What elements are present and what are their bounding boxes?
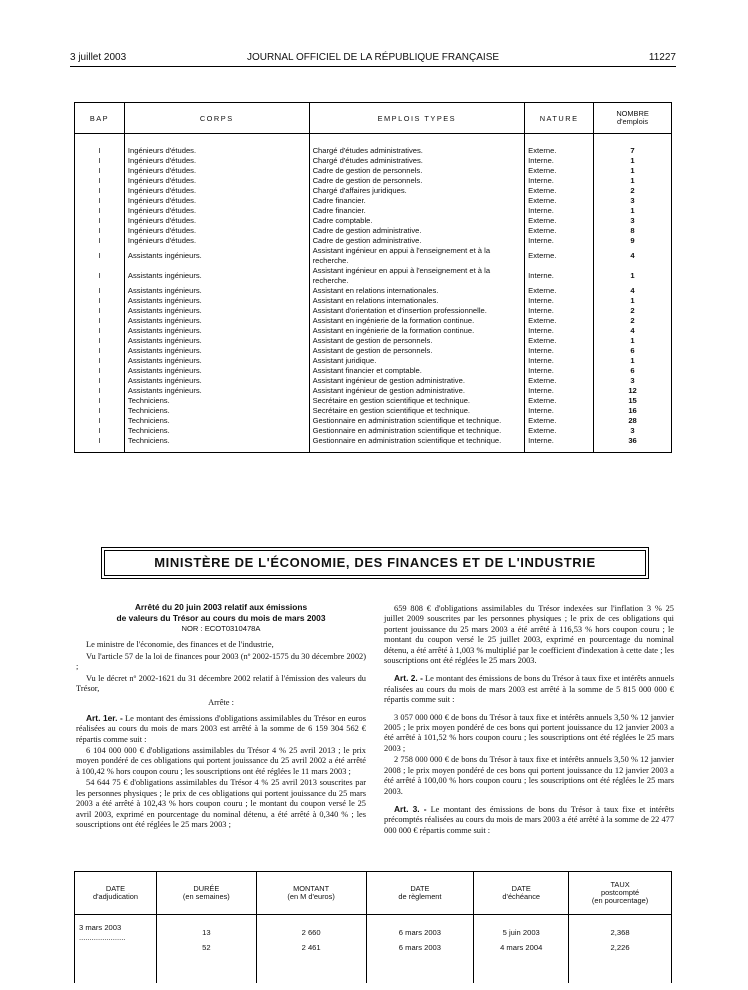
corps-cell: Assistants ingénieurs. (124, 246, 309, 266)
bap-cell: I (75, 246, 125, 266)
nor-reference: NOR : ECOT0310478A (181, 624, 261, 633)
bap-cell: I (75, 216, 125, 226)
nature-cell: Interne. (525, 306, 594, 316)
emploi-cell: Assistant en ingénierie de la formation continue. (309, 326, 525, 336)
emplois-header-row (75, 103, 672, 134)
nature-cell: Externe. (525, 396, 594, 406)
nombre-cell: 2 (594, 186, 672, 196)
nature-cell: Interne. (525, 326, 594, 336)
corps-cell: Techniciens. (124, 426, 309, 436)
emploi-cell: Assistant de gestion de personnels. (309, 336, 525, 346)
table-row (75, 146, 672, 156)
emploi-cell: Cadre de gestion administrative. (309, 226, 525, 236)
corps-cell: Ingénieurs d'études. (124, 156, 309, 166)
nombre-cell: 3 (594, 216, 672, 226)
table-row (75, 943, 672, 953)
bap-cell: I (75, 206, 125, 216)
header-rule (70, 66, 676, 67)
header-date: 3 juillet 2003 (70, 52, 127, 63)
btf-montant-cell: 2 660 (256, 915, 366, 944)
emploi-cell: Assistant juridique. (309, 356, 525, 366)
table-row (75, 206, 672, 216)
table-row (75, 346, 672, 356)
btf-header-date-adjudication: DATE d'adjudication (75, 872, 157, 915)
emploi-cell: Cadre financier. (309, 196, 525, 206)
btf-taux-cell: 2,226 (569, 943, 672, 953)
bap-cell: I (75, 176, 125, 186)
btf-reglement-cell: 6 mars 2003 (366, 915, 474, 944)
emploi-cell: Chargé d'études administratives. (309, 156, 525, 166)
corps-cell: Assistants ingénieurs. (124, 296, 309, 306)
nature-cell: Externe. (525, 186, 594, 196)
btf-taux-cell: 2,368 (569, 915, 672, 944)
bap-cell: I (75, 306, 125, 316)
article-1-item: 6 104 000 000 € d'obligations assimilables du Trésor 4 % 25 avril 2013 ; le prix moyen pondéré de ces obligations qui portent jouissance du 25 avril 2002 a été arrêté à 100,42 % hors coupon couru ; les souscriptions ont été réglées le 11 mars 2003 ; (76, 746, 366, 776)
corps-cell: Ingénieurs d'études. (124, 176, 309, 186)
nature-cell: Interne. (525, 366, 594, 376)
nombre-cell: 36 (594, 436, 672, 446)
emploi-cell: Gestionnaire en administration scientifique et technique. (309, 426, 525, 436)
emploi-cell: Chargé d'études administratives. (309, 146, 525, 156)
nature-cell: Externe. (525, 316, 594, 326)
nature-cell: Interne. (525, 406, 594, 416)
nombre-cell: 16 (594, 406, 672, 416)
nature-cell: Externe. (525, 146, 594, 156)
nombre-cell: 1 (594, 356, 672, 366)
nombre-cell: 1 (594, 156, 672, 166)
spacer-row (75, 953, 672, 983)
nature-cell: Externe. (525, 216, 594, 226)
article-2-label: Art. 2. - (394, 673, 423, 684)
nombre-cell: 4 (594, 286, 672, 296)
btf-date-cell: 3 mars 2003 ...................... (75, 915, 157, 944)
btf-header-taux: TAUX postcompté (en pourcentage) (569, 872, 672, 915)
table-row (75, 406, 672, 416)
nombre-cell: 4 (594, 326, 672, 336)
btf-header-date-reglement: DATE de règlement (366, 872, 474, 915)
bap-cell: I (75, 296, 125, 306)
bap-cell: I (75, 286, 125, 296)
table-row (75, 266, 672, 286)
arrete-word: Arrête : (208, 698, 234, 708)
btf-header-date-echeance: DATE d'échéance (474, 872, 569, 915)
header-corps: CORPS (124, 103, 309, 134)
ministry-banner (104, 550, 646, 576)
nombre-cell: 1 (594, 296, 672, 306)
corps-cell: Ingénieurs d'études. (124, 206, 309, 216)
bap-cell: I (75, 336, 125, 346)
article-1-label: Art. 1er. - (86, 712, 123, 723)
table-row (75, 156, 672, 166)
corps-cell: Ingénieurs d'études. (124, 166, 309, 176)
nature-cell: Externe. (525, 336, 594, 346)
emploi-cell: Assistant financier et comptable. (309, 366, 525, 376)
table-row (75, 426, 672, 436)
bap-cell: I (75, 156, 125, 166)
btf-table (74, 871, 672, 983)
nature-cell: Externe. (525, 416, 594, 426)
nombre-cell: 3 (594, 426, 672, 436)
corps-cell: Assistants ingénieurs. (124, 376, 309, 386)
bap-cell: I (75, 266, 125, 286)
nombre-cell: 28 (594, 416, 672, 426)
bap-cell: I (75, 396, 125, 406)
nature-cell: Interne. (525, 296, 594, 306)
intro-line: Vu le décret nº 2002-1621 du 31 décembre 2002 relatif à l'émission des valeurs du Trésor, (76, 673, 366, 694)
table-row (75, 396, 672, 406)
table-row (75, 416, 672, 426)
table-row (75, 915, 672, 944)
arrete-title-1: Arrêté du 20 juin 2003 relatif aux émissions (134, 602, 308, 612)
bap-cell: I (75, 326, 125, 336)
corps-cell: Assistants ingénieurs. (124, 316, 309, 326)
emploi-cell: Secrétaire en gestion scientifique et technique. (309, 406, 525, 416)
bap-cell: I (75, 236, 125, 246)
nombre-cell: 6 (594, 366, 672, 376)
page-header (70, 52, 676, 66)
btf-header-montant: MONTANT (en M d'euros) (256, 872, 366, 915)
emploi-cell: Assistant ingénieur en appui à l'enseignement et à la recherche. (309, 266, 525, 286)
table-row (75, 366, 672, 376)
emploi-cell: Assistant d'orientation et d'insertion professionnelle. (309, 306, 525, 316)
nature-cell: Interne. (525, 386, 594, 396)
nombre-cell: 1 (594, 266, 672, 286)
nature-cell: Externe. (525, 166, 594, 176)
table-row (75, 326, 672, 336)
btf-duree-cell: 52 (156, 943, 256, 953)
corps-cell: Assistants ingénieurs. (124, 306, 309, 316)
left-column (76, 602, 366, 831)
article-3-label: Art. 3. - (394, 803, 427, 814)
corps-cell: Assistants ingénieurs. (124, 346, 309, 356)
article-1: Art. 1er. - Le montant des émissions d'obligations assimilables du Trésor en euros réalisées au cours du mois de mars 2003 est arrêté à la somme de 6 159 304 562 € répartis comme suit : (76, 712, 366, 744)
table-row (75, 186, 672, 196)
ministry-title: MINISTÈRE DE L'ÉCONOMIE, DES FINANCES ET DE L'INDUSTRIE (154, 555, 596, 570)
intro-line: Le ministre de l'économie, des finances et de l'industrie, (86, 640, 274, 650)
nature-cell: Interne. (525, 206, 594, 216)
emploi-cell: Cadre de gestion administrative. (309, 236, 525, 246)
corps-cell: Assistants ingénieurs. (124, 336, 309, 346)
header-nature: NATURE (525, 103, 594, 134)
intro-line: Vu l'article 57 de la loi de finances pour 2003 (nº 2002-1575 du 30 décembre 2002) ; (76, 651, 366, 672)
nombre-cell: 15 (594, 396, 672, 406)
bap-cell: I (75, 406, 125, 416)
nature-cell: Interne. (525, 236, 594, 246)
header-journal: JOURNAL OFFICIEL DE LA RÉPUBLIQUE FRANÇAISE (246, 52, 500, 63)
bap-cell: I (75, 386, 125, 396)
table-row (75, 176, 672, 186)
emploi-cell: Gestionnaire en administration scientifique et technique. (309, 416, 525, 426)
nombre-cell: 1 (594, 336, 672, 346)
bap-cell: I (75, 366, 125, 376)
nombre-cell: 8 (594, 226, 672, 236)
bap-cell: I (75, 346, 125, 356)
table-row (75, 226, 672, 236)
nature-cell: Interne. (525, 356, 594, 366)
corps-cell: Ingénieurs d'études. (124, 226, 309, 236)
nature-cell: Externe. (525, 246, 594, 266)
corps-cell: Ingénieurs d'études. (124, 146, 309, 156)
nature-cell: Externe. (525, 286, 594, 296)
table-row (75, 376, 672, 386)
article-2-item: 3 057 000 000 € de bons du Trésor à taux fixe et intérêts annuels 3,50 % 12 janvier 2005 ; le prix moyen pondéré de ces bons qui portent jouissance du 12 janvier 2003 a été arrêté à 101,52 % hors coupon couru ; les souscriptions ont été réglées le 25 mars 2003 ; (384, 712, 674, 753)
nature-cell: Interne. (525, 156, 594, 166)
nature-cell: Externe. (525, 426, 594, 436)
emploi-cell: Assistant de gestion de personnels. (309, 346, 525, 356)
nombre-cell: 1 (594, 206, 672, 216)
header-nombre: NOMBRE d'emplois (594, 103, 672, 134)
corps-cell: Ingénieurs d'études. (124, 236, 309, 246)
article-2: Art. 2. - Le montant des émissions de bons du Trésor à taux fixe et intérêts annuels réalisées au cours du mois de mars 2003 est arrêté à la somme de 5 815 000 000 € répartis comme suit : (384, 673, 674, 705)
emploi-cell: Cadre de gestion de personnels. (309, 166, 525, 176)
btf-header-row (75, 872, 672, 915)
emploi-cell: Assistant ingénieur de gestion administrative. (309, 376, 525, 386)
corps-cell: Techniciens. (124, 416, 309, 426)
table-row (75, 286, 672, 296)
corps-cell: Techniciens. (124, 396, 309, 406)
emploi-cell: Chargé d'affaires juridiques. (309, 186, 525, 196)
spacer-row (75, 134, 672, 147)
emploi-cell: Assistant en ingénierie de la formation continue. (309, 316, 525, 326)
btf-echeance-cell: 5 juin 2003 (474, 915, 569, 944)
corps-cell: Assistants ingénieurs. (124, 366, 309, 376)
arrete-title-2: de valeurs du Trésor au cours du mois de mars 2003 (116, 613, 326, 623)
emploi-cell: Assistant en relations internationales. (309, 286, 525, 296)
corps-cell: Ingénieurs d'études. (124, 216, 309, 226)
emploi-cell: Assistant ingénieur de gestion administrative. (309, 386, 525, 396)
header-emplois: EMPLOIS TYPES (309, 103, 525, 134)
bap-cell: I (75, 316, 125, 326)
nombre-cell: 9 (594, 236, 672, 246)
table-row (75, 246, 672, 266)
nature-cell: Interne. (525, 436, 594, 446)
nombre-cell: 6 (594, 346, 672, 356)
nature-cell: Externe. (525, 376, 594, 386)
table-row (75, 296, 672, 306)
btf-reglement-cell: 6 mars 2003 (366, 943, 474, 953)
corps-cell: Ingénieurs d'études. (124, 196, 309, 206)
table-row (75, 216, 672, 226)
table-row (75, 336, 672, 346)
article-2-item: 2 758 000 000 € de bons du Trésor à taux fixe et intérêts annuels 3,50 % 12 janvier 2008 ; le prix moyen pondéré de ces bons qui portent jouissance du 12 janvier 2003 a été arrêté à 100,00 % hors coupon couru ; les souscriptions ont été réglées le 25 mars 2003. (384, 755, 674, 796)
article-3: Art. 3. - Le montant des émissions de bons du Trésor à taux fixe et intérêts précomptés réalisées au cours du mois de mars 2003 a été arrêté à la somme de 22 477 000 000 € répartis comme suit : (384, 803, 675, 835)
nombre-cell: 4 (594, 246, 672, 266)
nature-cell: Interne. (525, 266, 594, 286)
nature-cell: Interne. (525, 346, 594, 356)
btf-date-cell (75, 943, 157, 953)
emploi-cell: Assistant en relations internationales. (309, 296, 525, 306)
bap-cell: I (75, 146, 125, 156)
bap-cell: I (75, 196, 125, 206)
nombre-cell: 12 (594, 386, 672, 396)
emploi-cell: Assistant ingénieur en appui à l'enseignement et à la recherche. (309, 246, 525, 266)
bap-cell: I (75, 376, 125, 386)
table-row (75, 436, 672, 446)
emploi-cell: Secrétaire en gestion scientifique et technique. (309, 396, 525, 406)
corps-cell: Assistants ingénieurs. (124, 326, 309, 336)
btf-header-duree: DURÉE (en semaines) (156, 872, 256, 915)
table-row (75, 386, 672, 396)
article-1-item: 659 808 € d'obligations assimilables du Trésor indexées sur l'inflation 3 % 25 juillet 2009 souscrites par les personnes physiques ; le prix de ces obligations qui portent jouissance du 25 mars 2003 a été arrêté à 116,53 % hors coupon couru ; le montant du coupon versé le 25 juillet 2003, exprimé en pourcentage du nominal détenu, a été arrêté à 1,003 % multiplié par le coefficient d'indexation à cette date ; les souscriptions ont été réglées le 25 mars 2003. (384, 604, 674, 666)
emploi-cell: Cadre de gestion de personnels. (309, 176, 525, 186)
table-row (75, 166, 672, 176)
article-1-item: 54 644 75 € d'obligations assimilables du Trésor 4 % 25 avril 2013 souscrites par les personnes physiques ; le prix de ces obligations qui portent jouissance du 25 mars 2003 a été arrêté à 102,43 % hors coupon couru ; le montant du coupon versé le 25 avril 2003, exprimé en pourcentage du nominal détenu, a été arrêté à 0,340 % ; les souscriptions ont été réglées le 25 mars 2003 ; (76, 778, 366, 829)
table-row (75, 316, 672, 326)
nombre-cell: 2 (594, 306, 672, 316)
spacer-row (75, 446, 672, 453)
nombre-cell: 1 (594, 166, 672, 176)
bap-cell: I (75, 416, 125, 426)
corps-cell: Assistants ingénieurs. (124, 386, 309, 396)
bap-cell: I (75, 436, 125, 446)
corps-cell: Techniciens. (124, 436, 309, 446)
table-row (75, 196, 672, 206)
btf-duree-cell: 13 (156, 915, 256, 944)
table-row (75, 306, 672, 316)
nature-cell: Interne. (525, 176, 594, 186)
btf-montant-cell: 2 461 (256, 943, 366, 953)
bap-cell: I (75, 356, 125, 366)
emplois-table (74, 102, 672, 453)
table-row (75, 236, 672, 246)
table-row (75, 356, 672, 366)
nature-cell: Externe. (525, 196, 594, 206)
nombre-cell: 7 (594, 146, 672, 156)
nature-cell: Externe. (525, 226, 594, 236)
corps-cell: Techniciens. (124, 406, 309, 416)
nombre-cell: 3 (594, 196, 672, 206)
header-bap: BAP (75, 103, 125, 134)
nombre-cell: 3 (594, 376, 672, 386)
corps-cell: Assistants ingénieurs. (124, 266, 309, 286)
nombre-cell: 2 (594, 316, 672, 326)
btf-echeance-cell: 4 mars 2004 (474, 943, 569, 953)
corps-cell: Assistants ingénieurs. (124, 356, 309, 366)
corps-cell: Ingénieurs d'études. (124, 186, 309, 196)
bap-cell: I (75, 226, 125, 236)
right-column (384, 604, 674, 837)
nombre-cell: 1 (594, 176, 672, 186)
bap-cell: I (75, 426, 125, 436)
header-page-number: 11227 (648, 52, 676, 63)
emploi-cell: Cadre comptable. (309, 216, 525, 226)
bap-cell: I (75, 186, 125, 196)
bap-cell: I (75, 166, 125, 176)
emploi-cell: Cadre financier. (309, 206, 525, 216)
emploi-cell: Gestionnaire en administration scientifique et technique. (309, 436, 525, 446)
corps-cell: Assistants ingénieurs. (124, 286, 309, 296)
